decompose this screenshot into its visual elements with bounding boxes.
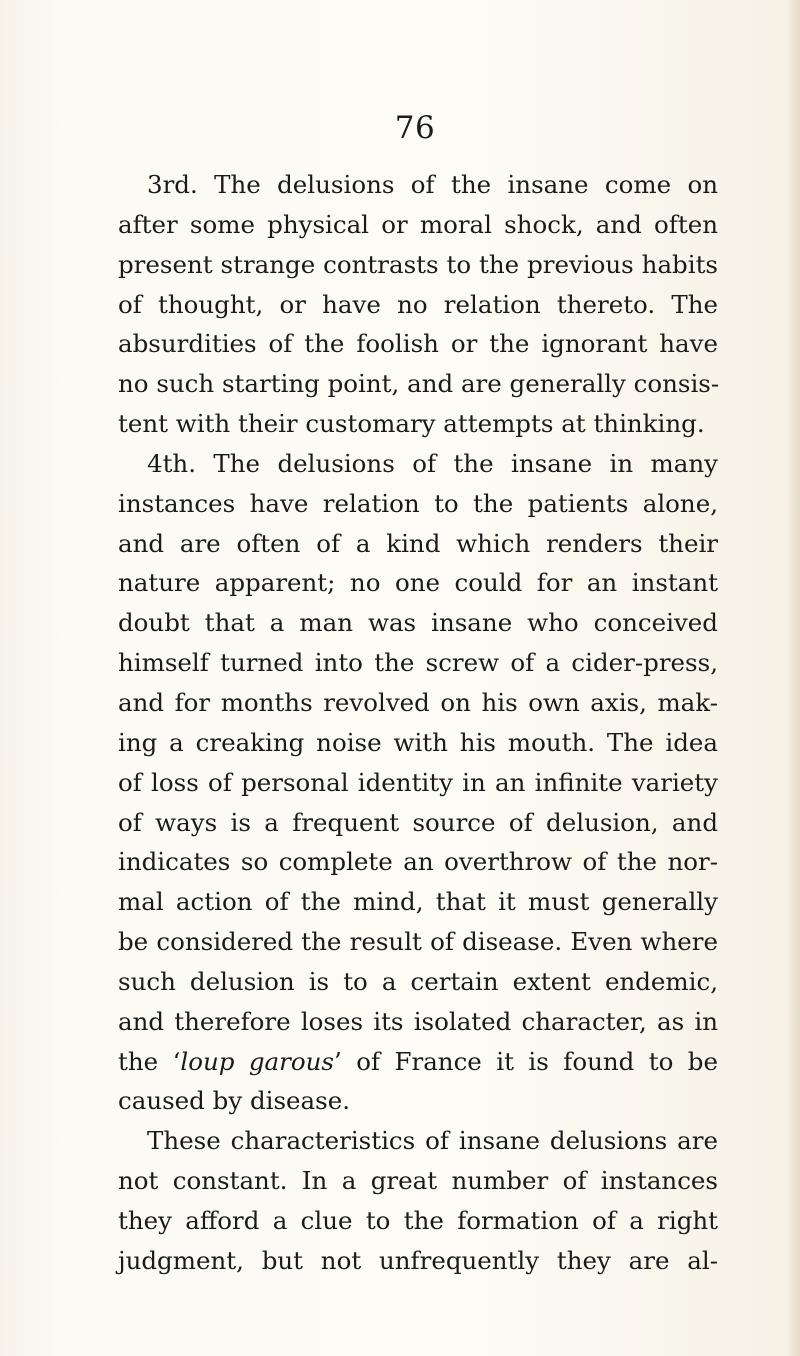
text-line: ing a creaking noise with his mouth. The idea <box>118 727 718 757</box>
text-line: and are often of a kind which renders their <box>118 528 718 558</box>
text-line: present strange contrasts to the previous habits <box>118 249 718 279</box>
text-line: of ways is a frequent source of delusion, and <box>118 807 718 837</box>
text-line: tent with their customary attempts at thinking. <box>118 409 705 439</box>
body-text <box>118 165 718 1281</box>
text-line: and therefore loses its isolated character, as in <box>118 1006 718 1036</box>
text-line: mal action of the mind, that it must generally <box>118 887 718 917</box>
page-number: 76 <box>394 110 436 146</box>
text-line: they afford a clue to the formation of a right <box>118 1205 718 1235</box>
text-line: instances have relation to the patients alone, <box>118 488 718 518</box>
text-line: caused by disease. <box>118 1086 351 1116</box>
text-line: These characteristics of insane delusions are <box>147 1126 718 1156</box>
text-line: absurdities of the foolish or the ignorant have <box>118 329 718 359</box>
text-line: no such starting point, and are generally consis- <box>118 369 720 399</box>
text-line: not constant. In a great number of instances <box>118 1166 718 1196</box>
text-fragment: the ‘ <box>118 1046 181 1076</box>
text-line: be considered the result of disease. Even where <box>118 927 718 957</box>
text-line: himself turned into the screw of a cider-press, <box>118 648 718 678</box>
text-line <box>118 1042 718 1082</box>
text-line: of loss of personal identity in an infinite variety <box>118 767 718 797</box>
text-line: nature apparent; no one could for an instant <box>118 568 718 598</box>
text-line: such delusion is to a certain extent endemic, <box>118 966 718 996</box>
text-line: after some physical or moral shock, and often <box>118 209 718 239</box>
text-line: 4th. The delusions of the insane in many <box>147 448 718 478</box>
page-edge-shadow <box>786 0 800 1356</box>
text-fragment: ’ of France it is found to be <box>333 1046 718 1076</box>
italic-phrase: loup garous <box>180 1046 334 1076</box>
text-line: judgment, but not unfrequently they are al- <box>118 1245 718 1275</box>
text-line: and for months revolved on his own axis, mak- <box>118 687 718 717</box>
text-line: of thought, or have no relation thereto. The <box>118 289 718 319</box>
text-line: indicates so complete an overthrow of the nor- <box>118 847 718 877</box>
text-line: 3rd. The delusions of the insane come on <box>147 170 718 199</box>
text-line: doubt that a man was insane who conceived <box>118 608 718 638</box>
